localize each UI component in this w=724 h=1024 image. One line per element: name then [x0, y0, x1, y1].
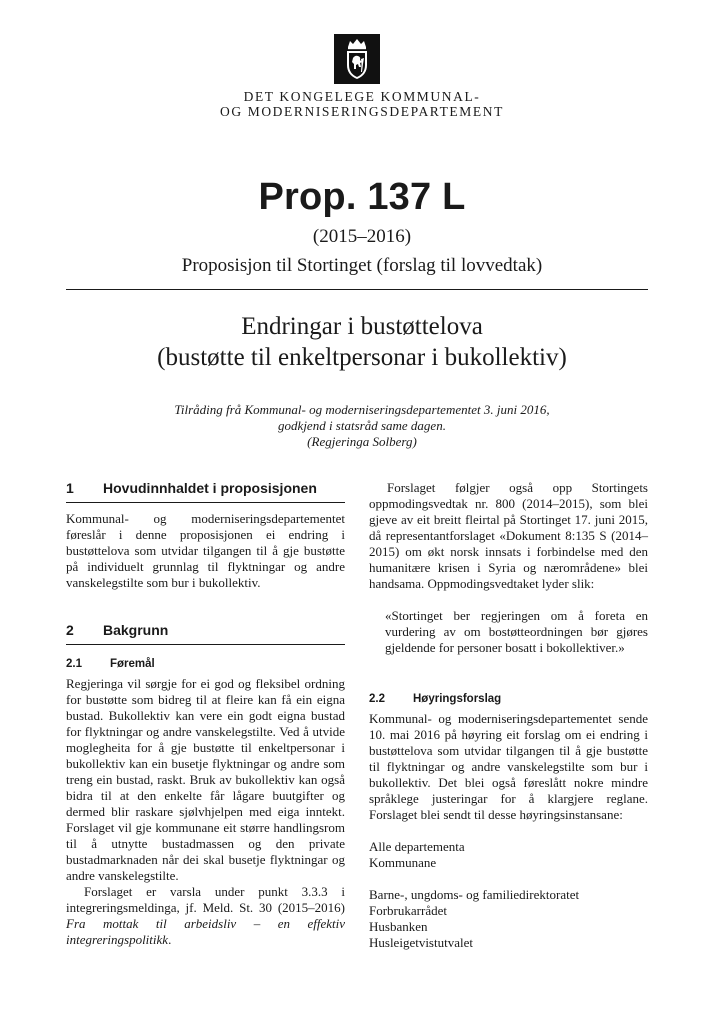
right-column [369, 480, 648, 951]
recipient-item: Kommunane [369, 855, 437, 870]
section-1-heading [66, 480, 345, 503]
proposition-number: Prop. 137 L [258, 176, 466, 218]
section-2-1-paragraph-2 [66, 884, 345, 948]
recipient-item: Barne-, ungdoms- og familiedirektoratet [369, 887, 580, 902]
recommendation-line1: Tilråding frå Kommunal- og moderniseringsdepartementet 3. juni 2016, [174, 402, 550, 417]
left-column [66, 480, 345, 948]
title-divider [66, 289, 648, 290]
section-2-heading [66, 622, 345, 645]
section-number: 1 [66, 480, 74, 496]
recipient-item: Husbanken [369, 919, 428, 934]
section-1-paragraph: Kommunal- og moderniseringsdepartementet føreslår i denne proposisjonen ei endring i bustøttelova som utvidar tilgangen til å gje bustøtte på individuelt grunnlag til flyktningar og andre vanskelegstilte som bur i bukollektiv. [66, 511, 345, 590]
recipient-item: Alle departementa [369, 839, 465, 854]
proposition-type: Proposisjon til Stortinget (forslag til lovvedtak) [181, 255, 543, 276]
report-title: Fra mottak til arbeidsliv – en effektiv integreringspolitikk [66, 916, 345, 947]
subsection-number: 2.2 [369, 693, 385, 705]
paragraph-text: Forslaget er varsla under punkt 3.3.3 i integreringsmeldinga, jf. Meld. St. 30 (2015–2016) [66, 884, 345, 915]
section-2-2-paragraph: Kommunal- og moderniseringsdepartementet sende 10. mai 2016 på høyring eit forslag om ei endring i bustøttelova som utvidar tilgangen til å gje bustøtte til flyktningar og andre vanskelegstilte som bur i bukollektiv. Det blei også føreslått nokre mindre språklege justeringar for å klargjere reglane. Forslaget blei sendt til desse høyringsinstansane: [369, 711, 648, 822]
department-name-line2: OG MODERNISERINGSDEPARTEMENT [220, 104, 504, 119]
document-title-line2: (bustøtte til enkeltpersonar i bukollektiv) [157, 344, 567, 371]
department-name-line1: DET KONGELEGE KOMMUNAL- [243, 89, 481, 104]
session-years: (2015–2016) [312, 226, 412, 247]
subsection-title: Høyringsforslag [413, 693, 502, 705]
parliament-resolution-quote: «Stortinget ber regjeringen om å foreta en vurdering av om bostøtteordningen bør gjøres gjeldende for personer bosatt i bokollektiver.» [385, 608, 648, 655]
section-2-1-heading [66, 656, 345, 670]
section-number: 2 [66, 622, 74, 638]
section-2-1-paragraph-1: Regjeringa vil sørgje for ei god og fleksibel ordning for bustøtte som bidreg til at fleire kan få ein eigna bustad. Bukollektiv kan vere ein godt eigna bustad for flyktningar og andre vanskelegstilte. Ved å utvide moglegheita for å gje bustøtte til enkeltpersonar i bukollektiv kan ein busetje flyktningar og andre som treng ein bustad, raskt. Bruk av bukollektiv kan også bidra til at den enkelte får lågare buutgifter og dermed blir raskare sjølvhjelpen med eiga inntekt. Forslaget vil gje kommunane eit større handlingsrom til å utnytte bustadmassen og den private bustadmarknaden når dei skal busetje flyktningar og andre vanskelegstilte. [66, 676, 345, 883]
paragraph-end: . [168, 932, 172, 947]
recommendation-line2: godkjend i statsråd same dagen. [278, 418, 446, 433]
section-2-2-heading [369, 691, 648, 705]
document-title-line1: Endringar i bustøttelova [241, 313, 483, 340]
recipient-item: Husleigetvistutvalet [369, 935, 473, 950]
section-title: Bakgrunn [103, 622, 169, 638]
subsection-number: 2.1 [66, 658, 82, 670]
norwegian-coat-of-arms-icon [334, 34, 380, 84]
section-2-1-paragraph-3: Forslaget følgjer også opp Stortingets oppmodingsvedtak nr. 800 (2014–2015), som blei gjeve av eit breitt fleirtal på Stortinget 17. juni 2015, då representantforslaget «Dokument 8:135 S (2014–2015) om økt norsk innsats i forbindelse med den humanitære krisen i Syria og nærområdene» blei handsama. Oppmodingsvedtaket lyder slik: [369, 480, 648, 591]
section-title: Hovudinnhaldet i proposisjonen [103, 480, 317, 496]
recommendation-line3: (Regjeringa Solberg) [307, 434, 417, 449]
subsection-title: Føremål [110, 658, 155, 670]
recipient-item: Forbrukarrådet [369, 903, 447, 918]
